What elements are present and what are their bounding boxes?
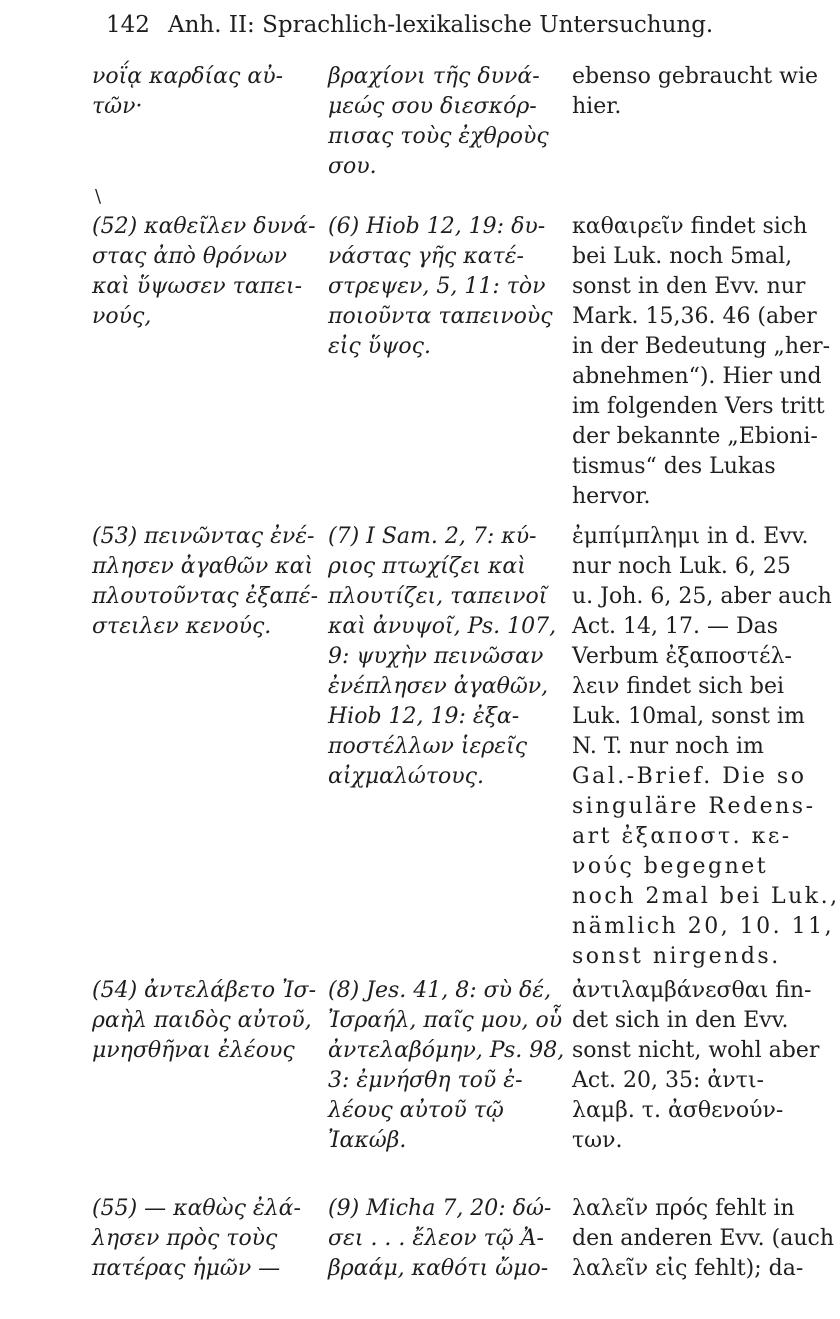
text-line: N. T. nur noch im <box>572 734 764 759</box>
text-line: Ἰσραήλ, παῖς μου, οὗ <box>328 1008 563 1033</box>
text-line: πλησεν ἀγαθῶν καὶ <box>92 554 314 579</box>
text-line: στειλεν κενούς. <box>92 614 272 639</box>
text-line: ἀντελαβόμην, Ps. 98, <box>328 1038 565 1063</box>
text-line: hier. <box>572 94 622 119</box>
text-line: Act. 14, 17. — Das <box>572 614 779 639</box>
text-line: καθαιρεῖν findet sich <box>572 214 808 239</box>
text-line: νάστας γῆς κατέ- <box>328 244 524 269</box>
text-line: ebenso gebraucht wie <box>572 64 819 89</box>
row0-col1-verse <box>92 62 310 122</box>
text-line: hervor. <box>572 484 651 509</box>
row4-col3-commentary <box>572 1194 835 1284</box>
row3-col2-parallels <box>328 976 565 1156</box>
text-line: στας ἀπὸ θρόνων <box>92 244 288 269</box>
text-line: abnehmen“). Hier und <box>572 364 822 389</box>
text-line: λαλεῖν πρός fehlt in <box>572 1196 795 1221</box>
text-line: ριος πτωχίζει καὶ <box>328 554 526 579</box>
text-line: (52) καθεῖλεν δυνά- <box>92 214 316 239</box>
text-line: singuläre Redens- <box>572 794 816 819</box>
text-line: ἐνέπλησεν ἀγαθῶν, <box>328 674 549 699</box>
text-line: στρεψεν, 5, 11: τὸν <box>328 274 546 299</box>
stray-mark: \ <box>95 186 102 207</box>
text-line: im folgenden Vers tritt <box>572 394 825 419</box>
text-line: (6) Hiob 12, 19: δυ- <box>328 214 546 239</box>
text-line: νούς, <box>92 304 152 329</box>
text-line: σει . . . ἔλεον τῷ Ἀ- <box>328 1226 544 1251</box>
text-line: Hiob 12, 19: ἐξα- <box>328 704 520 729</box>
text-line: Ἰακώβ. <box>328 1128 407 1153</box>
text-line: in der Bedeutung „her- <box>572 334 831 359</box>
text-line: τῶν· <box>92 94 143 119</box>
row0-col3-commentary <box>572 62 819 122</box>
text-line: πισας τοὺς ἐχθροὺς <box>328 124 549 149</box>
text-line: u. Joh. 6, 25, aber auch <box>572 584 832 609</box>
text-line: των. <box>572 1128 623 1153</box>
row1-col2-parallels <box>328 212 558 362</box>
text-line: πλουτοῦντας ἐξαπέ- <box>92 584 319 609</box>
text-line: 3: ἐμνήσθη τοῦ ἐ- <box>328 1068 523 1093</box>
row2-col3-commentary <box>572 522 840 972</box>
text-line: (53) πεινῶντας ἐνέ- <box>92 524 315 549</box>
text-line: Gal.-Brief. Die so <box>572 764 807 789</box>
text-line: (55) — καθὼς ἐλά- <box>92 1196 301 1221</box>
text-line: Luk. 10mal, sonst im <box>572 704 805 729</box>
text-line: nämlich 20, 10. 11, <box>572 914 835 939</box>
row2-col1-verse <box>92 522 319 642</box>
text-line: ραὴλ παιδὸς αὐτοῦ, <box>92 1008 312 1033</box>
row1-col1-verse <box>92 212 316 332</box>
text-line: λαμβ. τ. ἀσθενούν- <box>572 1098 784 1123</box>
text-line: 9: ψυχὴν πεινῶσαν <box>328 644 544 669</box>
text-line: (8) Jes. 41, 8: σὺ δέ, <box>328 978 552 1003</box>
text-line: Mark. 15,36. 46 (aber <box>572 304 817 329</box>
text-line: καὶ ἀνυψοῖ, Ps. 107, <box>328 614 557 639</box>
row2-col2-parallels <box>328 522 558 792</box>
text-line: noch 2mal bei Luk., <box>572 884 840 909</box>
text-line: (9) Micha 7, 20: δώ- <box>328 1196 552 1221</box>
text-line: νοΐᾳ καρδίας αὐ- <box>92 64 284 89</box>
text-line: βραάμ, καθότι ὤμο- <box>328 1256 549 1281</box>
running-head: Anh. II: Sprachlich-lexikalische Untersuchung. <box>168 12 714 38</box>
text-line: den anderen Evv. (auch <box>572 1226 835 1251</box>
text-line: λησεν πρὸς τοὺς <box>92 1226 278 1251</box>
page-number: 142 <box>106 12 150 38</box>
row3-col3-commentary <box>572 976 820 1156</box>
text-line: πατέρας ἡμῶν — <box>92 1256 281 1281</box>
text-line: sonst nirgends. <box>572 944 781 969</box>
text-line: ἐμπίμπλημι in d. Evv. <box>572 524 809 549</box>
text-line: ἀντιλαμβάνεσθαι fin- <box>572 978 812 1003</box>
text-line: ποιοῦντα ταπεινοὺς <box>328 304 553 329</box>
text-line: λειν findet sich bei <box>572 674 785 699</box>
text-line: nur noch Luk. 6, 25 <box>572 554 791 579</box>
text-line: καὶ ὕψωσεν ταπει- <box>92 274 303 299</box>
text-line: sonst in den Evv. nur <box>572 274 806 299</box>
text-line: (7) I Sam. 2, 7: κύ- <box>328 524 537 549</box>
text-line: der bekannte „Ebioni- <box>572 424 818 449</box>
row4-col2-parallels <box>328 1194 558 1284</box>
text-line: Verbum ἐξαποστέλ- <box>572 644 792 669</box>
text-line: μεώς σου διεσκόρ- <box>328 94 537 119</box>
text-line: tismus“ des Lukas <box>572 454 776 479</box>
text-line: σου. <box>328 154 377 179</box>
row4-col1-verse <box>92 1194 310 1284</box>
text-line: λέους αὐτοῦ τῷ <box>328 1098 504 1123</box>
text-line: λαλεῖν εἰς fehlt); da- <box>572 1256 804 1281</box>
row0-col2-parallels <box>328 62 558 182</box>
text-line: νούς begegnet <box>572 854 769 879</box>
text-line: bei Luk. noch 5mal, <box>572 244 793 269</box>
text-line: βραχίονι τῆς δυνά- <box>328 64 540 89</box>
text-line: μνησθῆναι ἐλέους <box>92 1038 295 1063</box>
text-line: αἰχμαλώτους. <box>328 764 484 789</box>
text-line: det sich in den Evv. <box>572 1008 789 1033</box>
text-line: art ἐξαποστ. κε- <box>572 824 792 849</box>
page-header <box>0 0 800 60</box>
text-line: (54) ἀντελάβετο Ἰσ- <box>92 978 317 1003</box>
row1-col3-commentary <box>572 212 831 512</box>
text-line: Act. 20, 35: ἀντι- <box>572 1068 764 1093</box>
row3-col1-verse <box>92 976 317 1066</box>
text-line: πλουτίζει, ταπεινοῖ <box>328 584 548 609</box>
text-line: sonst nicht, wohl aber <box>572 1038 820 1063</box>
text-line: ποστέλλων ἱερεῖς <box>328 734 528 759</box>
text-line: εἰς ὕψος. <box>328 334 431 359</box>
